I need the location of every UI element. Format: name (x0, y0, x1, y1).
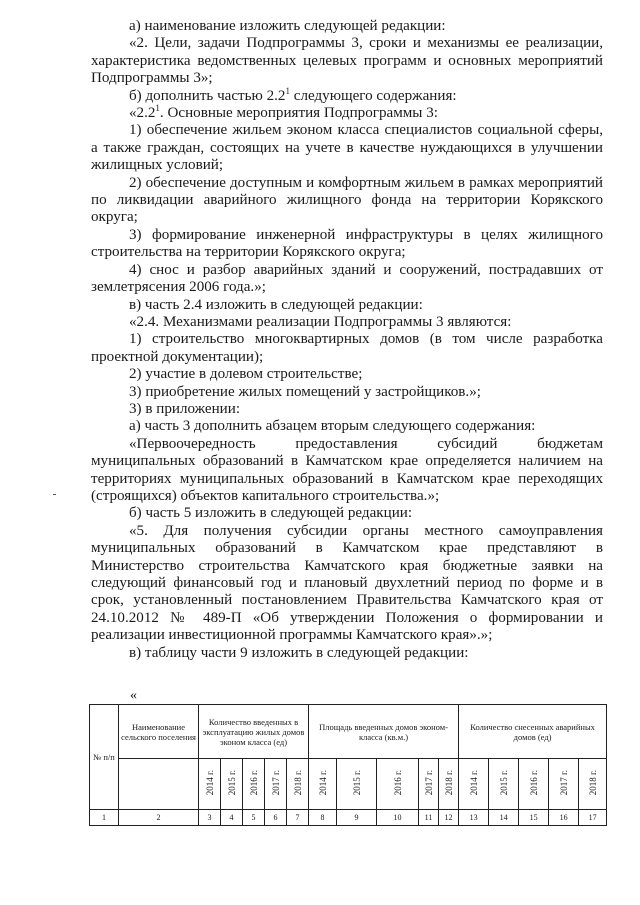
year-cell: 2015 г. (221, 759, 243, 810)
column-number: 2 (119, 810, 199, 826)
year-cell: 2016 г. (377, 759, 419, 810)
year-cell: 2017 г. (419, 759, 439, 810)
column-number: 12 (439, 810, 459, 826)
paragraph: «5. Для получения субсидии органы местного самоуправления муниципальных образований в Камчатском крае представляют в Министерство строительства Камчатского края бюджетные заявки на следующий финансовый год и плановый двухлетний период по форме и в срок, установленный постановлением Правительства Камчатского края от 24.10.2012 № 489-П «Об утверждении Положения о формировании и реализации инвестиционной программы Камчатского края».»; (91, 522, 603, 644)
column-number: 6 (265, 810, 287, 826)
paragraph: «2. Цели, задачи Подпрограммы 3, сроки и механизмы ее реализации, характеристика ведомственных целевых программ и основных мероприятий Подпрограммы 3»; (91, 35, 603, 87)
paragraph: 3) приобретение жилых помещений у застройщиков.»; (129, 383, 481, 400)
year-cell: 2018 г. (439, 759, 459, 810)
column-number: 15 (519, 810, 549, 826)
year-cell: 2016 г. (519, 759, 549, 810)
paragraph: 1) обеспечение жильем эконом класса специалистов социальной сферы, а также граждан, состоящих на учете в качестве нуждающихся в улучшении жилищных условий; (91, 122, 603, 174)
header-number: № п/п (90, 705, 119, 810)
header-settlement: Наименование сельского поселения (119, 705, 199, 759)
year-cell: 2014 г. (199, 759, 221, 810)
paragraph: 2) участие в долевом строительстве; (129, 366, 363, 383)
year-cell: 2018 г. (287, 759, 309, 810)
paragraph: в) таблицу части 9 изложить в следующей редакции: (129, 644, 469, 661)
column-number: 10 (377, 810, 419, 826)
paragraph: 4) снос и разбор аварийных зданий и сооружений, пострадавших от землетрясения 2006 года.»; (91, 261, 603, 296)
paragraph: б) дополнить частью $2.2^1$ следующего содержания: (129, 85, 457, 104)
paragraph: а) наименование изложить следующей редакции: (129, 18, 446, 34)
year-cell: 2015 г. (489, 759, 519, 810)
paragraph: б) часть 5 изложить в следующей редакции: (129, 505, 413, 522)
column-number: 8 (309, 810, 337, 826)
year-cell: 2017 г. (549, 759, 579, 810)
year-cell: 2015 г. (337, 759, 377, 810)
paragraph: «Первоочередность предоставления субсидий бюджетам муниципальных образований в Камчатском крае определяется наличием на территориях муниципальных образований в Камчатском крае переходящих (строящихся) объектов капитального строительства.»; (91, 435, 603, 504)
paragraph: «$2.2^1$. Основные мероприятия Подпрограммы 3: (129, 103, 438, 122)
table-number-row (90, 810, 607, 826)
header-group: Площадь введенных домов эконом-класса (кв.м.) (309, 705, 459, 759)
column-number: 7 (287, 810, 309, 826)
table-years-row (90, 759, 607, 810)
margin-mark (53, 494, 56, 495)
header-group: Количество снесенных аварийных домов (ед) (459, 705, 607, 759)
year-cell: 2014 г. (309, 759, 337, 810)
empty-cell (119, 759, 199, 810)
column-number: 16 (549, 810, 579, 826)
column-number: 13 (459, 810, 489, 826)
opening-quote: « (130, 688, 137, 703)
paragraph: «2.4. Механизмами реализации Подпрограммы 3 являются: (129, 313, 512, 330)
subsidy-table (89, 704, 607, 826)
column-number: 14 (489, 810, 519, 826)
column-number: 4 (221, 810, 243, 826)
column-number: 5 (243, 810, 265, 826)
paragraph: а) часть 3 дополнить абзацем вторым следующего содержания: (129, 418, 536, 435)
paragraph: 2) обеспечение доступным и комфортным жильем в рамках мероприятий по ликвидации аварийного жилищного фонда на территории Корякского округа; (91, 174, 603, 226)
year-cell: 2016 г. (243, 759, 265, 810)
paragraph: 3) в приложении: (129, 400, 241, 417)
column-number: 1 (90, 810, 119, 826)
paragraph: 1) строительство многоквартирных домов (в том числе разработка проектной документации); (91, 331, 603, 365)
column-number: 3 (199, 810, 221, 826)
column-number: 17 (579, 810, 607, 826)
paragraph: 3) формирование инженерной инфраструктуры в целях жилищного строительства на территории Корякского округа; (91, 226, 603, 261)
paragraph: в) часть 2.4 изложить в следующей редакции: (129, 296, 423, 313)
year-cell: 2017 г. (265, 759, 287, 810)
document-body (91, 18, 603, 662)
column-number: 11 (419, 810, 439, 826)
column-number: 9 (337, 810, 377, 826)
year-cell: 2014 г. (459, 759, 489, 810)
header-group: Количество введенных в эксплуатацию жилых домов эконом класса (ед) (199, 705, 309, 759)
table-header-row (90, 705, 607, 759)
year-cell: 2018 г. (579, 759, 607, 810)
